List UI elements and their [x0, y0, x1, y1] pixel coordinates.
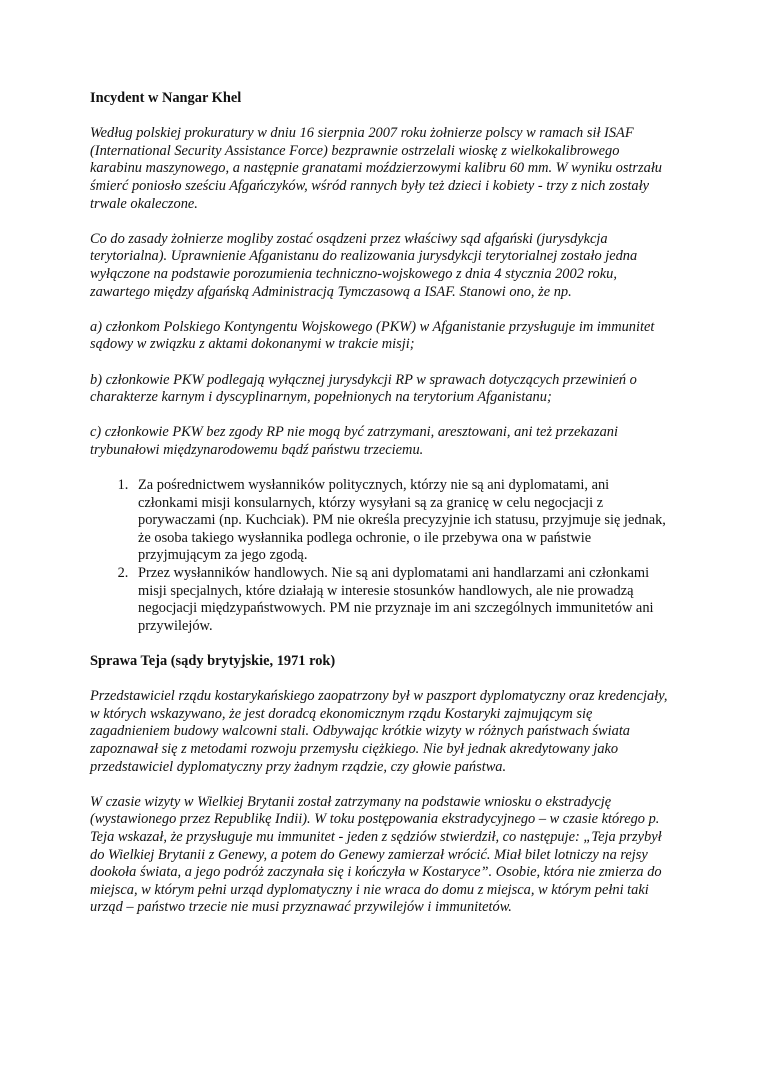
section-heading-nangar-khel: Incydent w Nangar Khel	[90, 90, 242, 106]
list-item: 2. Przez wysłanników handlowych. Nie są ani dyplomatami ani handlarzami ani członkami misji specjalnych, które działają w interesie stosunków handlowych, ale nie prowadzą negocjacji międzypaństwowych. PM nie przyznaje im ani szczególnych immunitetów ani przywilejów.	[132, 565, 672, 635]
section-heading-teja: Sprawa Teja (sądy brytyjskie, 1971 rok)	[90, 653, 336, 669]
list-item: 1. Za pośrednictwem wysłanników politycznych, którzy nie są ani dyplomatami, ani członkami misji konsularnych, którzy wysyłani są za granicę w celu negocjacji z porywaczami (np. Kuchciak). PM nie określa precyzyjnie ich statusu, przyjmuje się jednak, że osoba takiego wysłannika podlega ochronie, o ile przebywa ona w państwie przyjmującym za jego zgodą.	[132, 477, 672, 565]
paragraph: Według polskiej prokuratury w dniu 16 sierpnia 2007 roku żołnierze polscy w ramach sił ISAF (International Security Assistance Force) bezprawnie ostrzelali wioskę z wielkokalibrowego karabinu maszynowego, a następnie granatami moździerzowymi kalibru 60 mm. W wyniku ostrzału śmierć poniosło sześciu Afgańczyków, wśród rannych były też dzieci i kobiety - trzy z nich zostały trwale okaleczone.	[90, 125, 663, 212]
paragraph-point-a: a) członkom Polskiego Kontyngentu Wojskowego (PKW) w Afganistanie przysługuje im immunitet sądowy w związku z aktami dokonanymi w trakcie misji;	[90, 318, 655, 353]
paragraph: Co do zasady żołnierze mogliby zostać osądzeni przez właściwy sąd afgański (jurysdykcja terytorialna). Uprawnienie Afganistanu do realizowania jurysdykcji terytorialnej zostało jedna wyłączone na podstawie porozumienia techniczno-wojskowego z dnia 4 stycznia 2002 roku, zawartego między afgańską Administracją Tymczasową a ISAF. Stanowi ono, że np.	[90, 230, 638, 300]
paragraph: Przedstawiciel rządu kostarykańskiego zaopatrzony był w paszport dyplomatyczny oraz kredencjały, w których wskazywano, że jest doradcą ekonomicznym rządu Kostaryki zajmującym się zagadnieniem budowy walcowni stali. Odbywając krótkie wizyty w różnych państwach świata zapoznawał się z metodami rozwoju przemysłu ciężkiego. Nie był jednak akredytowany jako przedstawiciel dyplomatyczny przy żadnym rządzie, czy głowie państwa.	[90, 688, 668, 775]
numbered-list	[90, 477, 672, 635]
paragraph-point-c: c) członkowie PKW bez zgody RP nie mogą być zatrzymani, aresztowani, ani też przekazani trybunałowi międzynarodowemu bądź państwu trzeciemu.	[90, 424, 618, 458]
document-content	[90, 90, 672, 935]
paragraph-point-b: b) członkowie PKW podlegają wyłącznej jurysdykcji RP w sprawach dotyczących przewinień o charakterze karnym i dyscyplinarnym, popełnionych na terytorium Afganistanu;	[90, 371, 637, 406]
paragraph: W czasie wizyty w Wielkiej Brytanii został zatrzymany na podstawie wniosku o ekstradycję (wystawionego przez Republikę Indii). W toku postępowania ekstradycyjnego – w czasie którego p. Teja wskazał, że przysługuje mu immunitet - jeden z sędziów stwierdził, co następuje: „Teja przybył do Wielkiej Brytanii z Genewy, a potem do Genewy zamierzał wrócić. Miał bilet lotniczy na rejsy dookoła świata, a jego podróż zaczynała się i kończyła w Kostaryce”. Osobie, która nie zmierza do miejsca, w którym pełni urząd dyplomatyczny i nie wraca do domu z miejsca, w którym pełni taki urząd – państwo trzecie nie musi przyznawać przywilejów i immunitetów.	[90, 793, 662, 916]
